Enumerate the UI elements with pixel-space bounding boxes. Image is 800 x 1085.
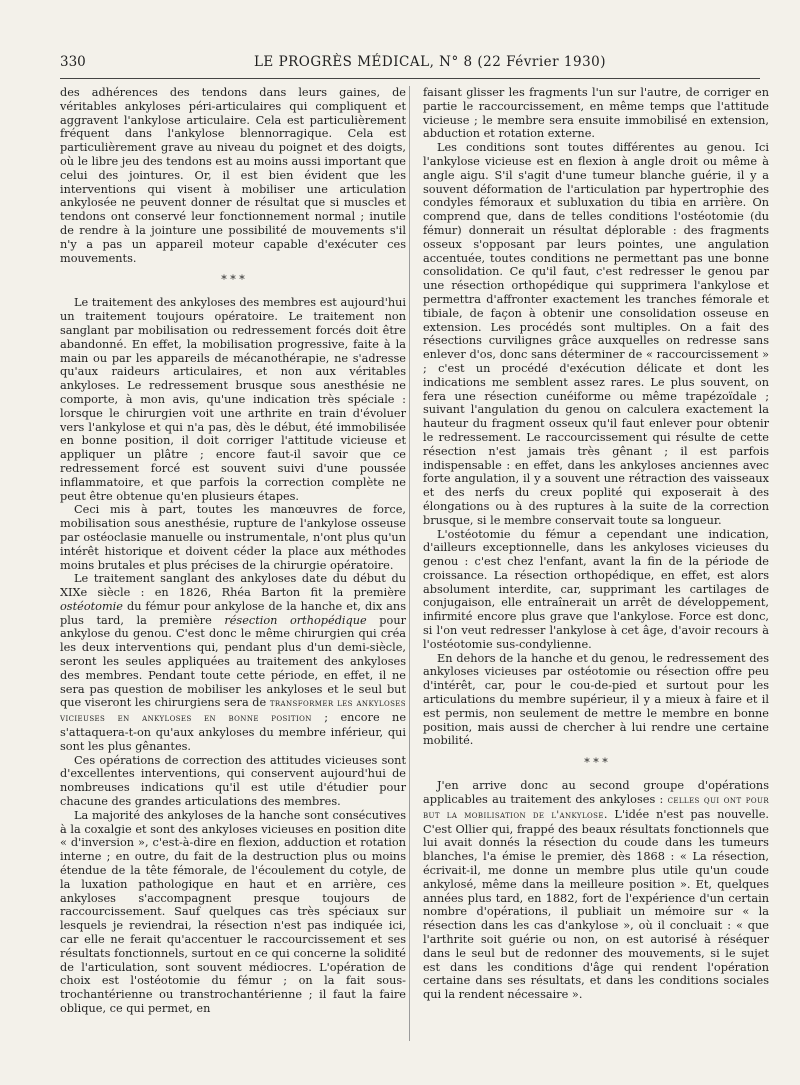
p5-text-a: J'en arrive donc au second groupe d'opérations applicables au traitement des ankyloses : [423, 779, 769, 807]
p4-emphasis-resection: résection orthopédique [224, 613, 367, 627]
p4-text-d: ; encore ne s'attaquera-t-on qu'aux ankyloses du membre inférieur, qui sont les plus gênantes. [60, 711, 407, 753]
left-paragraph-3: Ceci mis à part, toutes les manœuvres de force, mobilisation sous anesthésie, rupture de l'ankylose osseuse par ostéoclasie manuelle ou instrumentale, n'ont plus qu'un intérêt historique et doivent céder la place aux méthodes moins brutales et plus précises de la chirurgie opératoire. [60, 503, 406, 572]
asterism-text: * * * [584, 756, 608, 770]
column-separator [409, 86, 410, 1041]
right-paragraph-4: En dehors de la hanche et du genou, le redressement des ankyloses vicieuses par ostéotomie ou résection offre peu d'intérêt, car, pour le cou-de-pied et surtout pour les articulations du membre supérieur, il y a mieux à faire et il est permis, non seulement de mettre le membre en bonne position, mais aussi de chercher à lui rendre une certaine mobilité. [423, 651, 769, 748]
left-paragraph-5: Ces opérations de correction des attitudes vicieuses sont d'excellentes interventions, qui conservent aujourd'hui de nombreuses indications qu'il est utile d'étudier pour chacune des grandes articulations des membres. [60, 753, 406, 809]
header-rule [60, 78, 760, 79]
right-asterism [423, 756, 769, 770]
left-paragraph-4 [60, 572, 406, 753]
left-asterism [60, 273, 406, 287]
left-paragraph-1: des adhérences des tendons dans leurs gaines, de véritables ankyloses péri-articulaires qui compliquent et aggravent l'ankylose articulaire. Cela est particulièrement fréquent dans l'ankylose blennorragique. Cela est particulièrement grave au niveau du poignet et des doigts, où le libre jeu des tendons est au moins aussi important que celui des jointures. Or, il est bien évident que les interventions qui visent à mobiliser une articulation ankylosée ne peuvent donner de résultat que si muscles et tendons ont conservé leur fonctionnement normal ; inutile de rendre à la jointure une possibilité de mouvements s'il n'y a pas un appareil moteur capable d'exécuter ces mouvements. [60, 86, 406, 265]
p5-smallcaps: celles qui ont pour but la mobilisation de l'ankylose [423, 795, 769, 821]
left-paragraph-2: Le traitement des ankyloses des membres est aujourd'hui un traitement toujours opératoire. Le traitement non sanglant par mobilisation ou redressement forcés doit être abandonné. En effet, la mobilisation progressive, faite à la main ou par les appareils de mécanothérapie, ne s'adresse qu'aux raideurs articulaires, et non aux véritables ankyloses. Le redressement brusque sous anesthésie ne comporte, à mon avis, qu'une indication très spéciale : lorsque le chirurgien voit une arthrite en train d'évoluer vers l'ankylose et qui n'a pas, dès le début, été immobilisée en bonne position, il doit corriger l'attitude vicieuse et appliquer un plâtre ; encore faut-il savoir que ce redressement forcé est souvent suivi d'une poussée inflammatoire, et que parfois la correction complète ne peut être obtenue qu'en plusieurs étapes. [60, 296, 406, 503]
journal-title: LE PROGRÈS MÉDICAL, N° 8 (22 Février 1930) [253, 54, 607, 70]
right-paragraph-3: L'ostéotomie du fémur a cependant une indication, d'ailleurs exceptionnelle, dans les ankyloses vicieuses du genou : c'est chez l'enfant, avant la fin de la période de croissance. La résection orthopédique, en effet, est alors absolument interdite, car, supprimant les cartilages de conjugaison, elle entraînerait un arrêt de développement, infirmité encore plus grave que l'ankylose. Force est donc, si l'on veut redresser l'ankylose à cet âge, d'avoir recours à l'ostéotomie sus-condylienne. [423, 527, 769, 651]
asterism-text: * * * [221, 273, 245, 287]
p4-smallcaps: transformer les ankyloses vicieuses en ankyloses en bonne position [60, 698, 406, 725]
p4-text-a: Le traitement sanglant des ankyloses date du début du XIXe siècle : en 1826, Rhéa Barton fit la première [60, 572, 406, 600]
p5-text-b: . L'idée n'est pas nouvelle. C'est Ollier qui, frappé des beaux résultats fonctionnels que lui avait donnés la résection du coude dans les tumeurs blanches, l'a émise le premier, dès 1868 : « La résection, écrivait-il, me donne un membre plus utile qu'un coude ankylosé, même dans la meilleure position ». Et, quelques années plus tard, en 1882, fort de l'expérience d'un certain nombre d'opérations, il publiait un mémoire sur « la résection dans les cas d'ankylose », où il concluait : « que l'arthrite soit guérie ou non, on est autorisé à réséquer dans le seul but de redonner des mouvements, si le sujet est dans les conditions d'âge qui rendent l'opération certaine dans ses résultats, et dans les conditions sociales qui la rendent nécessaire ». [423, 807, 769, 1002]
p4-emphasis-osteotomie: ostéotomie [60, 599, 123, 613]
right-paragraph-2: Les conditions sont toutes différentes au genou. Ici l'ankylose vicieuse est en flexion à angle droit ou même à angle aigu. S'il s'agit d'une tumeur blanche guérie, il y a souvent déformation de l'articulation par hypertrophie des condyles fémoraux et subluxation du tibia en arrière. On comprend que, dans de telles conditions l'ostéotomie (du fémur) donnerait un résultat déplorable : des fragments osseux s'opposant par leurs pointes, une angulation accentuée, toutes conditions ne permettant pas une bonne consolidation. Ce qu'il faut, c'est redresser le genou par une résection orthopédique qui supprimera l'ankylose et permettra d'affronter exactement les tranches fémorale et tibiale, de façon à obtenir une consolidation osseuse en extension. Les procédés sont multiples. On a fait des résections curvilignes grâce auxquelles on redresse sans enlever d'os, donc sans déterminer de « raccourcissement » ; c'est un procédé d'exécution délicate et dont les indications me semblent assez rares. Le plus souvent, on fera une résection cunéiforme ou même trapézoïdale ; suivant l'angulation du genou on calculera exactement la hauteur du fragment osseux qu'il faut enlever pour obtenir le redressement. Le raccourcissement qui résulte de cette résection n'est jamais très gênant ; il est parfois indispensable : en effet, dans les ankyloses anciennes avec forte angulation, il y a souvent une rétraction des vaisseaux et des nerfs du creux poplité qui exposerait à des élongations ou à des ruptures à la suite de la correction brusque, si le membre conservait toute sa longueur. [423, 141, 769, 527]
right-column [423, 86, 769, 1002]
page-number: 330 [60, 54, 86, 70]
p4-text-c: pour ankylose du genou. C'est donc le même chirurgien qui créa les deux interventions qui, pendant plus d'un demi-siècle, seront les seules appliquées au traitement des ankyloses des membres. Pendant toute cette période, en effet, il ne sera pas question de mobiliser les ankyloses et le seul but que viseront les chirurgiens sera de [60, 613, 406, 710]
right-paragraph-1: faisant glisser les fragments l'un sur l'autre, de corriger en partie le raccourcissement, en même temps que l'attitude vicieuse ; le membre sera ensuite immobilisé en extension, abduction et rotation externe. [423, 86, 769, 141]
left-paragraph-6: La majorité des ankyloses de la hanche sont consécutives à la coxalgie et sont des ankyloses vicieuses en position dite « d'inversion », c'est-à-dire en flexion, adduction et rotation interne ; en outre, du fait de la destruction plus ou moins étendue de la tête fémorale, de l'écoulement du cotyle, de la luxation pathologique en haut et en arrière, ces ankyloses s'accompagnent presque toujours de raccourcissement. Sauf quelques cas très spéciaux sur lesquels je reviendrai, la résection n'est pas indiquée ici, car elle ne ferait qu'accentuer le raccourcissement et ses résultats fonctionnels, surtout en ce qui concerne la solidité de l'articulation, sont souvent médiocres. L'opération de choix est l'ostéotomie du fémur ; on la fait sous-trochantérienne ou transtrochantérienne ; il faut la faire oblique, ce qui permet, en [60, 808, 406, 1015]
right-paragraph-5 [423, 779, 769, 1002]
left-column [60, 86, 406, 1016]
running-header [60, 54, 760, 76]
p4-text-b: du fémur pour ankylose de la hanche et, dix ans plus tard, la première [60, 599, 406, 627]
